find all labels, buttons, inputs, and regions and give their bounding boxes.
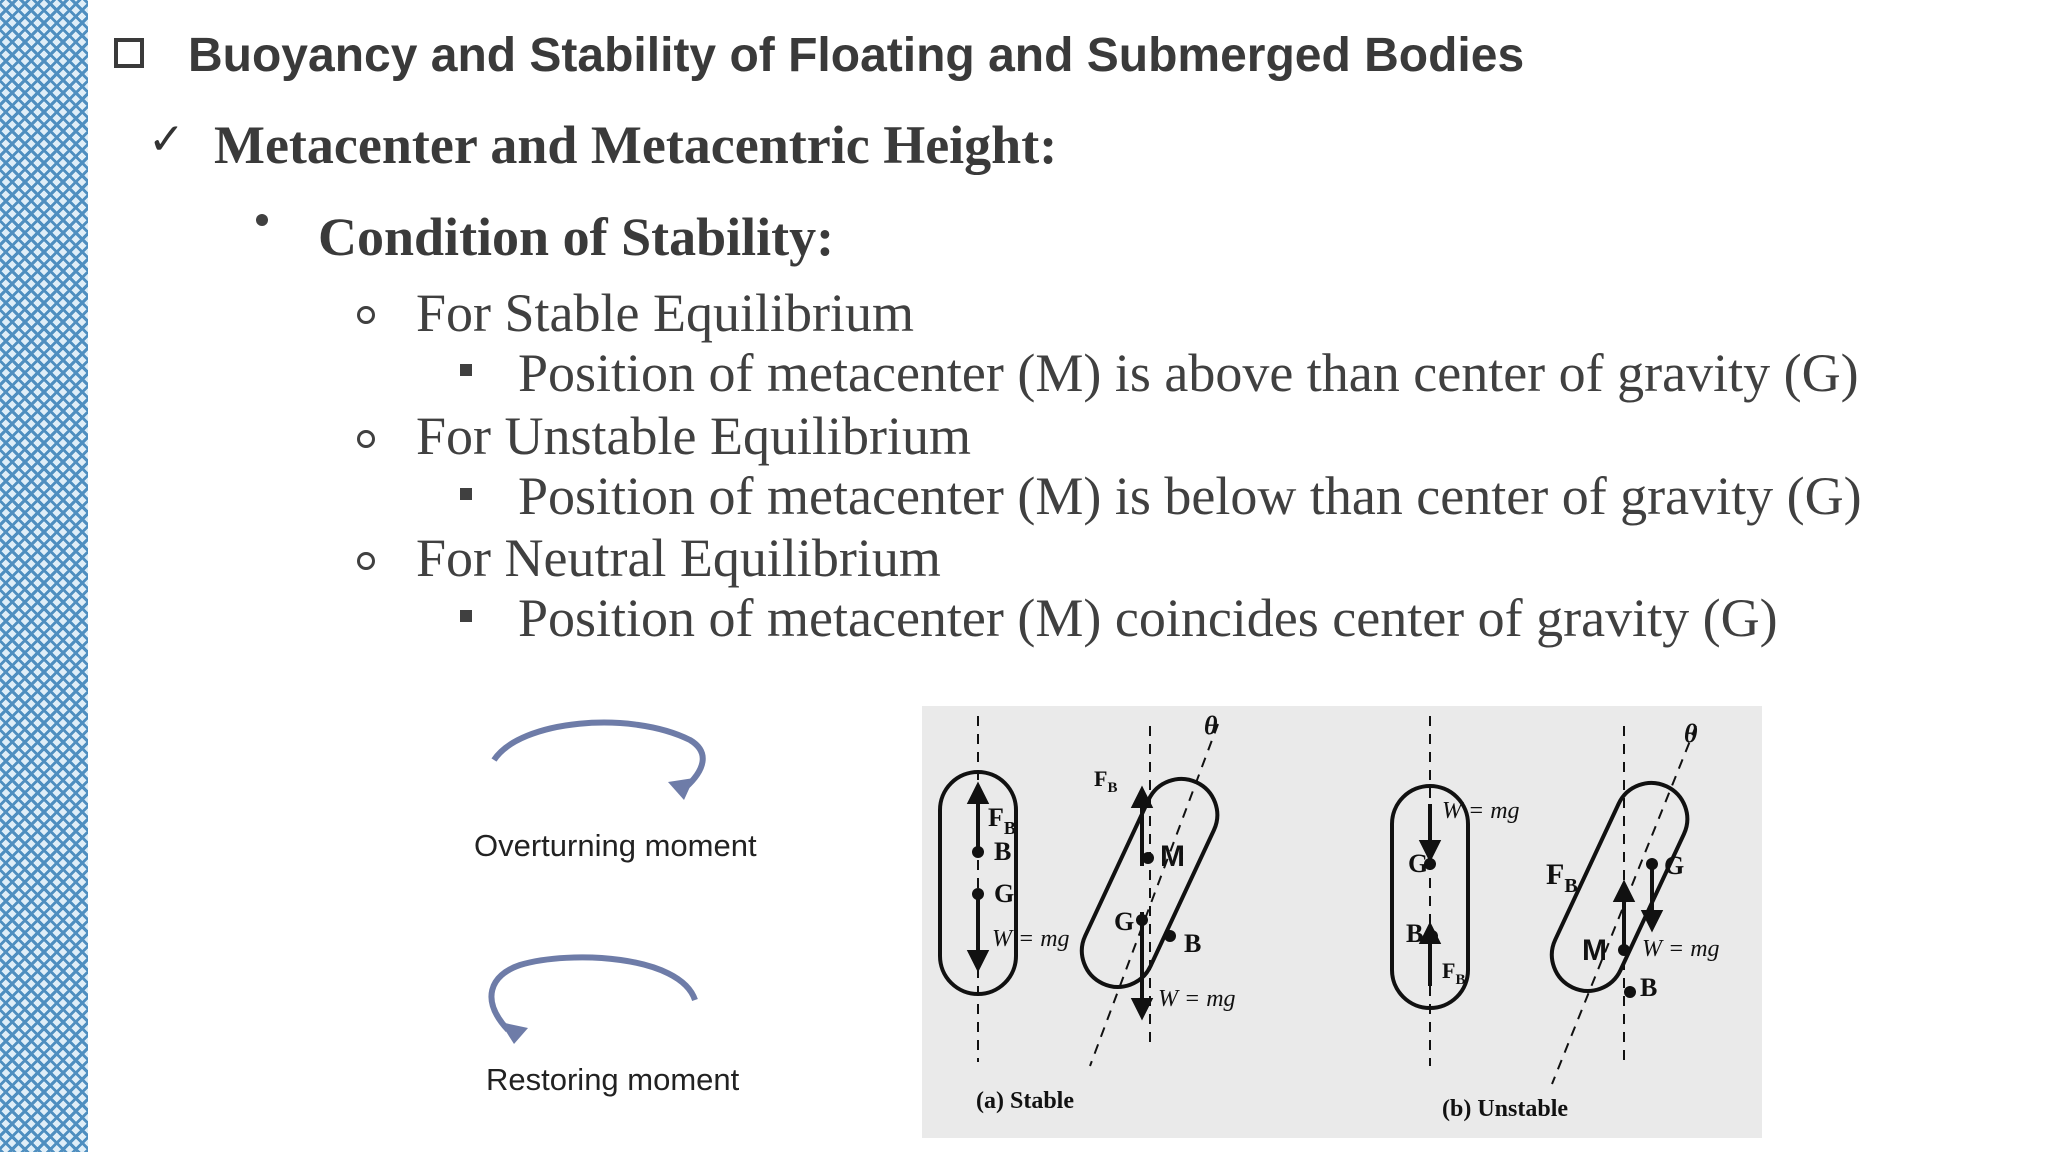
neutral-detail: Position of metacenter (M) coincides center of gravity (G)	[518, 588, 1778, 648]
stable-g-label: G	[994, 879, 1015, 908]
stable-tilted-g-label: G	[1114, 907, 1135, 936]
circle-bullet-icon	[357, 430, 375, 448]
unstable-theta-label: θ	[1684, 719, 1698, 748]
stability-figure	[922, 706, 1762, 1138]
unstable-w-label: W = mg	[1442, 798, 1520, 824]
overturning-moment-label: Overturning moment	[474, 828, 757, 863]
restoring-moment-label: Restoring moment	[486, 1062, 740, 1097]
stable-b-label: B	[994, 837, 1012, 866]
stable-tilted-fb-label: $F_B$	[1094, 766, 1118, 796]
checkbox-bullet-icon	[114, 38, 144, 68]
stable-m-label: M	[1160, 840, 1185, 873]
unstable-detail: Position of metacenter (M) is below than center of gravity (G)	[518, 466, 1862, 526]
neutral-label: For Neutral Equilibrium	[416, 528, 941, 588]
overturning-arrow-icon	[480, 700, 720, 820]
checkmark-bullet-icon: ✓	[148, 114, 185, 165]
unstable-b-label: B	[1406, 919, 1424, 948]
circle-bullet-icon	[357, 552, 375, 570]
stable-detail: Position of metacenter (M) is above than center of gravity (G)	[518, 343, 1859, 403]
unstable-tilted-w-label: W = mg	[1642, 936, 1720, 962]
unstable-tilted-fb-label: $F_B$	[1546, 858, 1578, 897]
condition-heading: Condition of Stability:	[318, 207, 835, 267]
restoring-arrow-icon	[480, 930, 720, 1050]
unstable-fb-label: $F_B$	[1442, 958, 1466, 988]
stability-diagram	[922, 706, 1762, 1138]
unstable-g-label: G	[1408, 849, 1429, 878]
stable-label: For Stable Equilibrium	[416, 283, 914, 343]
stable-tilted-w-label: W = mg	[1158, 986, 1236, 1012]
unstable-caption: (b) Unstable	[1442, 1096, 1569, 1122]
section-heading: Metacenter and Metacentric Height:	[214, 115, 1058, 175]
square-bullet-icon	[460, 364, 472, 376]
stable-fb-label: $F_B$	[988, 803, 1016, 838]
decorative-side-strip	[0, 0, 88, 1152]
square-bullet-icon	[460, 488, 472, 500]
stable-w-label: W = mg	[992, 926, 1070, 952]
square-bullet-icon	[460, 610, 472, 622]
stable-caption: (a) Stable	[976, 1088, 1074, 1114]
slide-title: Buoyancy and Stability of Floating and Submerged Bodies	[188, 29, 1525, 82]
round-bullet-icon	[256, 214, 268, 226]
stable-tilted-b-label: B	[1184, 929, 1202, 958]
stable-theta-label: θ	[1204, 711, 1218, 740]
unstable-label: For Unstable Equilibrium	[416, 406, 971, 466]
circle-bullet-icon	[357, 306, 375, 324]
unstable-tilted-b-label: B	[1640, 973, 1658, 1002]
unstable-m-label: M	[1582, 934, 1607, 967]
unstable-tilted-g-label: G	[1664, 851, 1685, 880]
